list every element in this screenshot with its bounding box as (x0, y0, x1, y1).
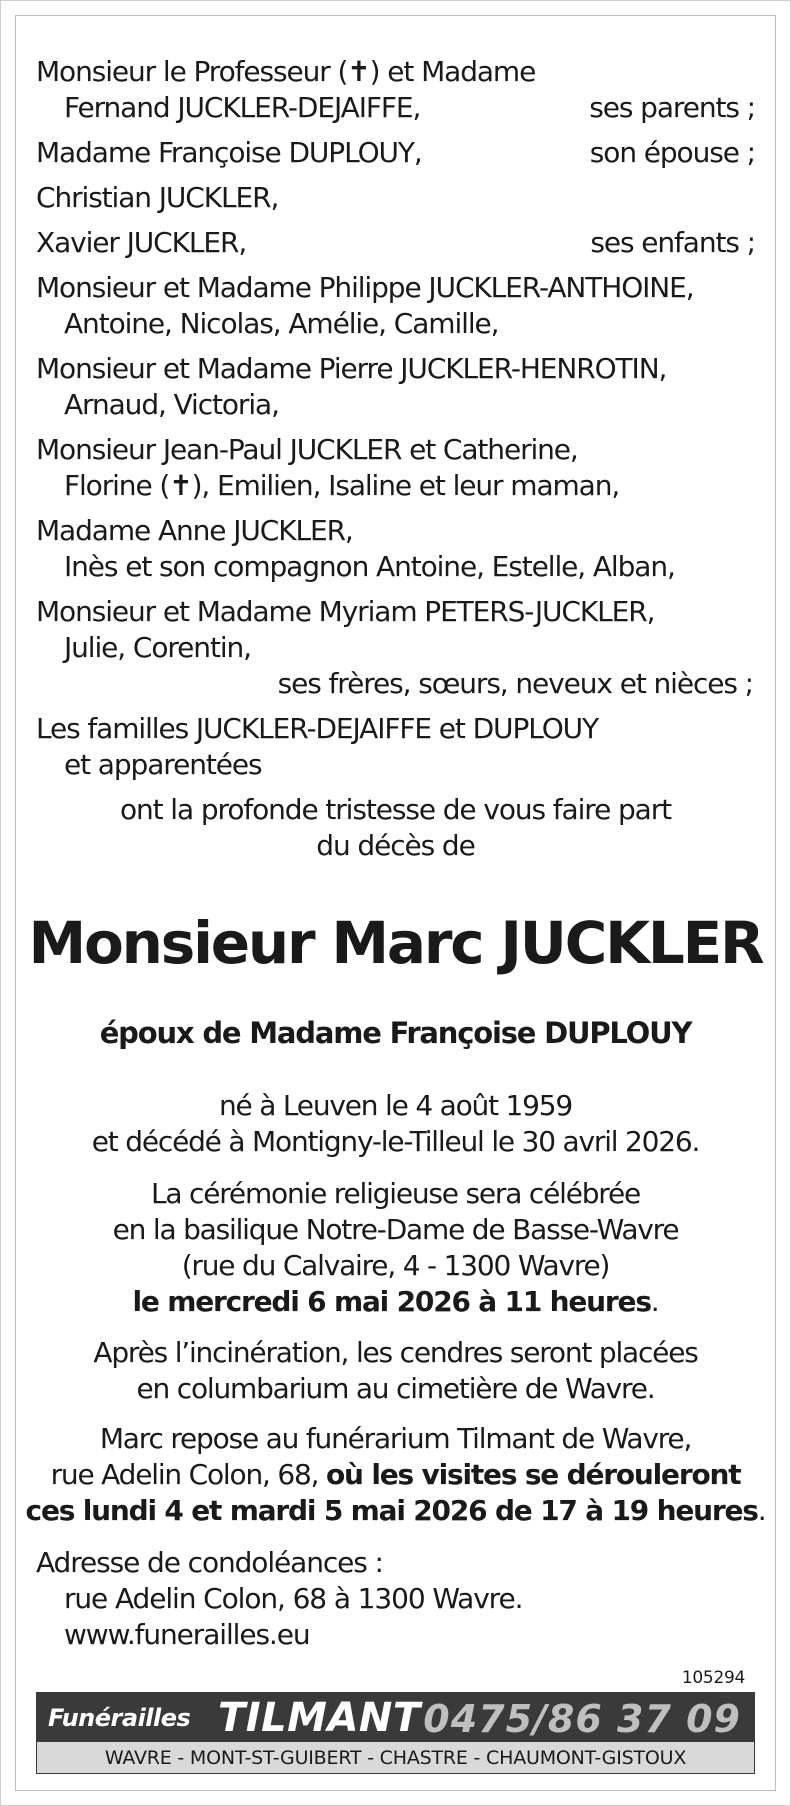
family-line: Monsieur et Madame Pierre JUCKLER-HENROTIN, (36, 352, 667, 385)
family-entry-sibling (36, 513, 755, 585)
relation-label: son épouse ; (589, 136, 755, 169)
visits-line (16, 1493, 775, 1529)
visits-address: rue Adelin Colon, 68, (50, 1458, 327, 1491)
family-entry-parents (36, 54, 755, 126)
notice-frame (15, 15, 776, 1791)
family-line: Julie, Corentin, (64, 631, 251, 664)
ceremony-time: le mercredi 6 mai 2026 à 11 heures (132, 1285, 651, 1318)
ceremony-line: La cérémonie religieuse sera célébrée (150, 1177, 641, 1210)
family-line: Antoine, Nicolas, Amélie, Camille, (64, 307, 499, 340)
family-line: Les familles JUCKLER-DEJAIFFE et DUPLOUY (36, 712, 599, 745)
banner-locations: WAVRE - MONT-ST-GUIBERT - CHASTRE - CHAUMONT-GISTOUX (36, 1742, 755, 1774)
ceremony-time-line (16, 1284, 775, 1320)
family-entry-sibling (36, 594, 755, 702)
family-entry-spouse (36, 135, 755, 171)
announcement-line: du décès de (316, 829, 475, 862)
condolences-address: rue Adelin Colon, 68 à 1300 Wavre. (64, 1582, 523, 1615)
family-entry-sibling (36, 270, 755, 342)
banner-brand: TILMANT (218, 1695, 421, 1741)
ceremony-line: (rue du Calvaire, 4 - 1300 Wavre) (181, 1249, 610, 1282)
spouse-line: époux de Madame Françoise DUPLOUY (99, 1016, 692, 1050)
family-name: Madame Françoise DUPLOUY, (36, 136, 422, 169)
visits-times-suffix: . (757, 1494, 766, 1527)
death-line: et décédé à Montigny-le-Tilleul le 30 avril 2026. (91, 1125, 700, 1158)
banner-top (36, 1692, 755, 1742)
family-line: Monsieur Jean-Paul JUCKLER et Catherine, (36, 433, 578, 466)
family-name: Xavier JUCKLER, (36, 226, 247, 259)
family-entry-sibling (36, 432, 755, 504)
banner-phone: 0475/86 37 09 (423, 1697, 741, 1741)
family-line (36, 90, 755, 126)
reference-number: 105294 (681, 1668, 745, 1688)
incineration-line: en columbarium au cimetière de Wavre. (136, 1372, 655, 1405)
visits-times: ces lundi 4 et mardi 5 mai 2026 de 17 à 19 heures (25, 1494, 758, 1527)
relation-label: ses parents ; (589, 91, 755, 124)
condolences-heading: Adresse de condoléances : (36, 1546, 383, 1579)
family-line: Christian JUCKLER, (36, 181, 279, 214)
condolences-website: www.funerailles.eu (64, 1618, 310, 1651)
incineration-line: Après l’incinération, les cendres seront placées (93, 1336, 698, 1369)
incineration-block (16, 1335, 775, 1407)
family-entry-child (36, 225, 755, 261)
family-entry-child (36, 180, 755, 216)
family-line: Monsieur et Madame Myriam PETERS-JUCKLER, (36, 595, 655, 628)
visits-line (16, 1457, 775, 1493)
announcement-line: ont la profonde tristesse de vous faire part (119, 793, 672, 826)
birth-line: né à Leuven le 4 août 1959 (218, 1089, 573, 1122)
ceremony-line: en la basilique Notre-Dame de Basse-Wavre (112, 1213, 679, 1246)
relation-label: ses enfants ; (590, 226, 755, 259)
family-line (36, 135, 755, 171)
family-entry-extended (36, 711, 755, 783)
visits-line: Marc repose au funérarium Tilmant de Wavre, (99, 1422, 692, 1455)
family-line: Arnaud, Victoria, (64, 388, 279, 421)
funeral-home-banner (36, 1692, 755, 1780)
condolences-block (36, 1545, 755, 1653)
family-line: Monsieur et Madame Philippe JUCKLER-ANTHOINE, (36, 271, 694, 304)
family-line: et apparentées (64, 748, 262, 781)
visits-emphasis: où les visites se dérouleront (326, 1458, 741, 1491)
family-list (36, 54, 755, 864)
dates-block (16, 1088, 775, 1160)
ceremony-block (16, 1176, 775, 1320)
banner-label: Funérailles (48, 1704, 191, 1732)
family-entry-sibling (36, 351, 755, 423)
family-name: Fernand JUCKLER-DEJAIFFE, (64, 91, 421, 124)
visits-block (16, 1421, 775, 1529)
family-line: Madame Anne JUCKLER, (36, 514, 353, 547)
family-line: Monsieur le Professeur (✝) et Madame (36, 55, 536, 88)
relation-label: ses frères, sœurs, neveux et nièces ; (277, 667, 753, 700)
deceased-name: Monsieur Marc JUCKLER (28, 909, 763, 977)
ceremony-time-suffix: . (650, 1285, 659, 1318)
family-line (36, 225, 755, 261)
family-line: Florine (✝), Emilien, Isaline et leur maman, (64, 469, 620, 502)
announcement (36, 792, 755, 864)
family-line: Inès et son compagnon Antoine, Estelle, Alban, (64, 550, 675, 583)
